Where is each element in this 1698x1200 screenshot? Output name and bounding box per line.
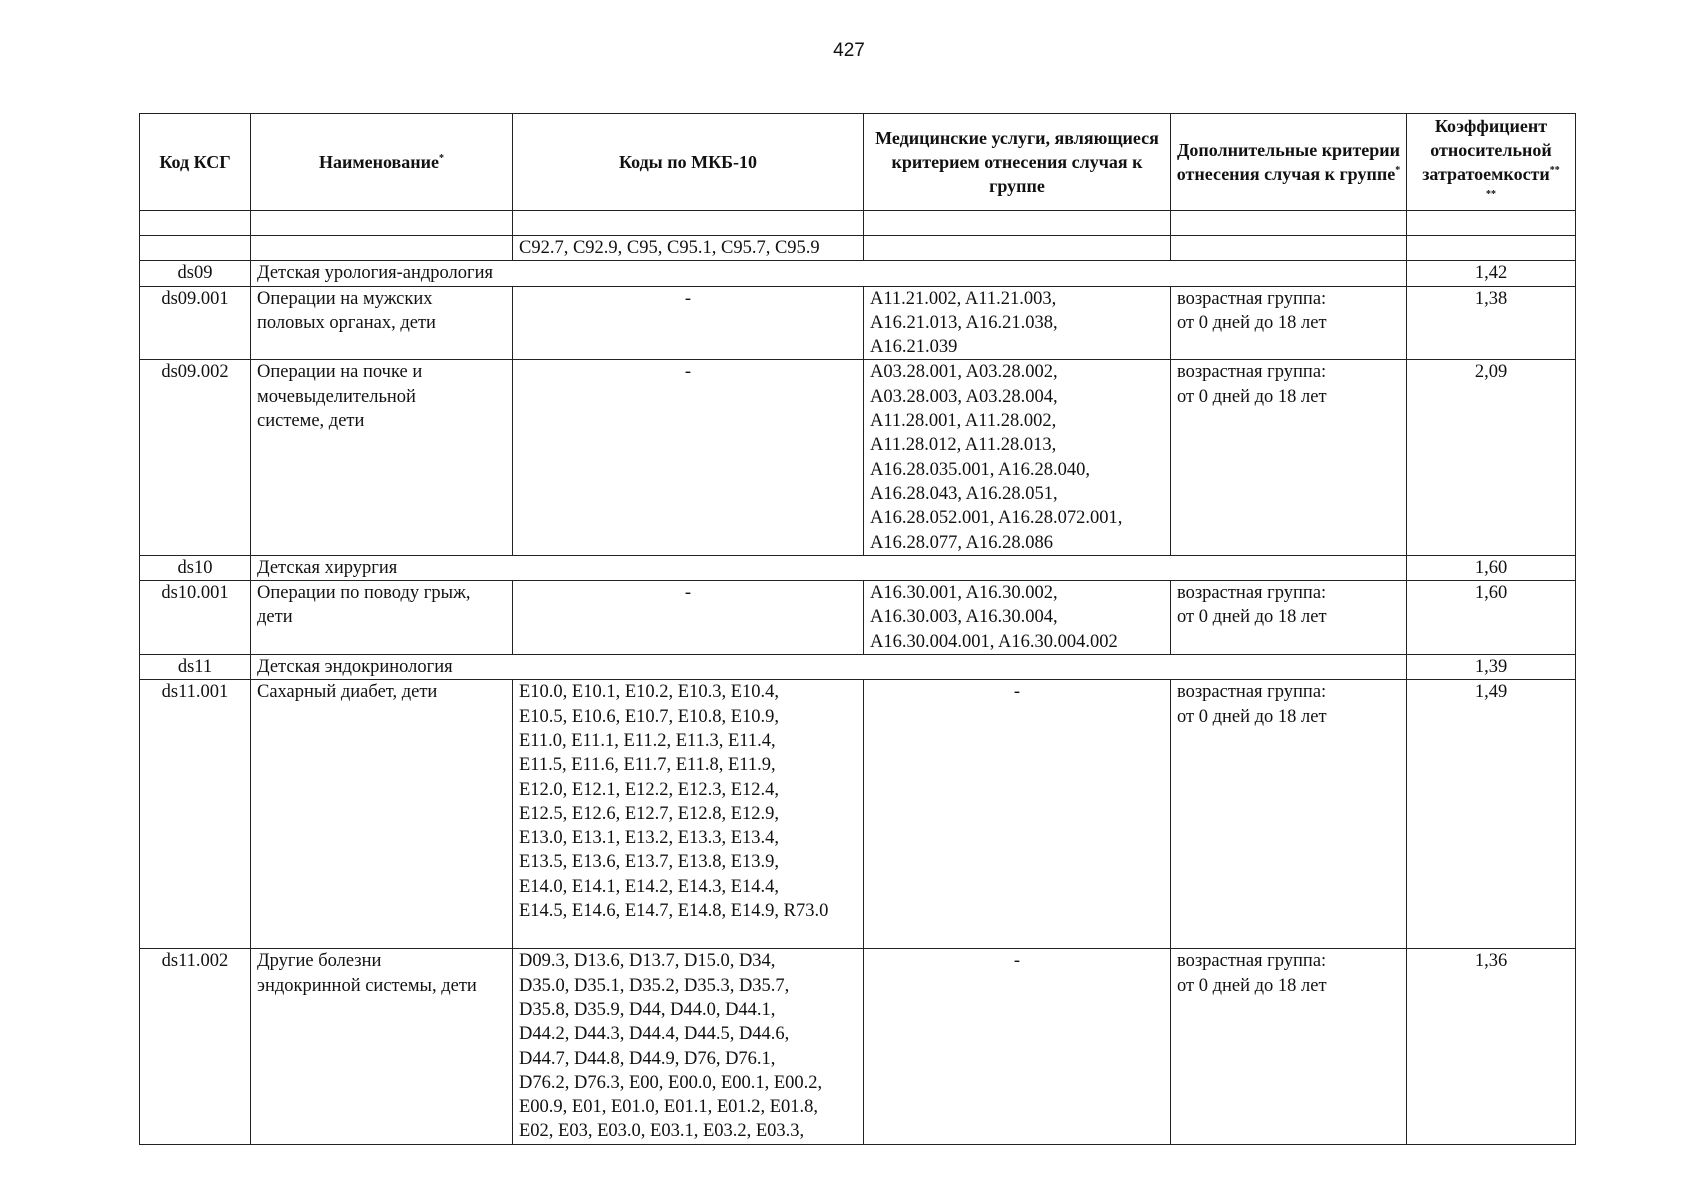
code-cell: ds11.002 [140,949,251,1144]
table-row [140,286,1576,360]
table-row [140,581,1576,655]
page-number: 427 [833,40,865,61]
mkb-cell: C92.7, C92.9, C95, C95.1, C95.7, C95.9 [513,236,864,261]
table-header-row [140,114,1576,211]
mkb-cell: - [513,581,864,655]
table-row-continuation [140,236,1576,261]
services-cell: - [864,680,1171,949]
mkb-cell: E10.0, E10.1, E10.2, E10.3, E10.4, E10.5, E10.6, E10.7, E10.8, E10.9, E11.0, E11.1, E11.2, E11.3, E11.4, E11.5, E11.6, E11.7, E11.8, E11.9, E12.0, E12.1, E12.2, E12.3, E12.4, E12.5, E12.6, E12.7, E12.8, E12.9, E13.0, E13.1, E13.2, E13.3, E13.4, E13.5, E13.6, E13.7, E13.8, E13.9, E14.0, E14.1, E14.2, E14.3, E14.4, E14.5, E14.6, E14.7, E14.8, E14.9, R73.0 [513,680,864,949]
code-cell: ds10.001 [140,581,251,655]
header-coef: Коэффициент относительной затратоемкости** ** [1407,114,1576,211]
coef-cell: 1,60 [1407,555,1576,580]
name-cell: Сахарный диабет, дети [251,680,513,949]
name-cell: Операции по поводу грыж, дети [251,581,513,655]
header-extra: Дополнительные критерии отнесения случая к группе* [1171,114,1407,211]
name-cell: Операции на почке и мочевыделительной системе, дети [251,360,513,555]
code-cell: ds11.001 [140,680,251,949]
extra-cell: возрастная группа: от 0 дней до 18 лет [1171,581,1407,655]
table-row-group [140,655,1576,680]
ksg-table [139,113,1576,1145]
code-cell: ds09.002 [140,360,251,555]
services-cell: - [864,949,1171,1144]
table-row-blank [140,211,1576,236]
mkb-cell: - [513,286,864,360]
table-row [140,949,1576,1144]
table-row [140,360,1576,555]
extra-cell: возрастная группа: от 0 дней до 18 лет [1171,680,1407,949]
header-mkb: Коды по МКБ-10 [513,114,864,211]
mkb-cell: D09.3, D13.6, D13.7, D15.0, D34, D35.0, D35.1, D35.2, D35.3, D35.7, D35.8, D35.9, D44, D44.0, D44.1, D44.2, D44.3, D44.4, D44.5, D44.6, D44.7, D44.8, D44.9, D76, D76.1, D76.2, D76.3, E00, E00.0, E00.1, E00.2, E00.9, E01, E01.0, E01.1, E01.2, E01.8, E02, E03, E03.0, E03.1, E03.2, E03.3, [513,949,864,1144]
table-row-group [140,555,1576,580]
header-services: Медицинские услуги, являющиеся критерием отнесения случая к группе [864,114,1171,211]
mkb-cell: - [513,360,864,555]
code-cell: ds10 [140,555,251,580]
header-name: Наименование* [251,114,513,211]
name-cell: Операции на мужских половых органах, дети [251,286,513,360]
coef-cell: 1,42 [1407,261,1576,286]
extra-cell: возрастная группа: от 0 дней до 18 лет [1171,949,1407,1144]
services-cell: A16.30.001, A16.30.002, A16.30.003, A16.30.004, A16.30.004.001, A16.30.004.002 [864,581,1171,655]
code-cell: ds09 [140,261,251,286]
extra-cell: возрастная группа: от 0 дней до 18 лет [1171,286,1407,360]
name-cell: Другие болезни эндокринной системы, дети [251,949,513,1144]
name-cell: Детская хирургия [251,555,1407,580]
coef-cell: 1,39 [1407,655,1576,680]
coef-cell: 2,09 [1407,360,1576,555]
table-row [140,680,1576,949]
name-cell: Детская урология-андрология [251,261,1407,286]
code-cell: ds11 [140,655,251,680]
services-cell: A03.28.001, A03.28.002, A03.28.003, A03.28.004, A11.28.001, A11.28.002, A11.28.012, A11.28.013, A16.28.035.001, A16.28.040, A16.28.043, A16.28.051, A16.28.052.001, A16.28.072.001, A16.28.077, A16.28.086 [864,360,1171,555]
table-row-group [140,261,1576,286]
services-cell: A11.21.002, A11.21.003, A16.21.013, A16.21.038, A16.21.039 [864,286,1171,360]
extra-cell: возрастная группа: от 0 дней до 18 лет [1171,360,1407,555]
name-cell: Детская эндокринология [251,655,1407,680]
coef-cell: 1,36 [1407,949,1576,1144]
coef-cell: 1,60 [1407,581,1576,655]
coef-cell: 1,38 [1407,286,1576,360]
code-cell: ds09.001 [140,286,251,360]
header-code: Код КСГ [140,114,251,211]
coef-cell: 1,49 [1407,680,1576,949]
